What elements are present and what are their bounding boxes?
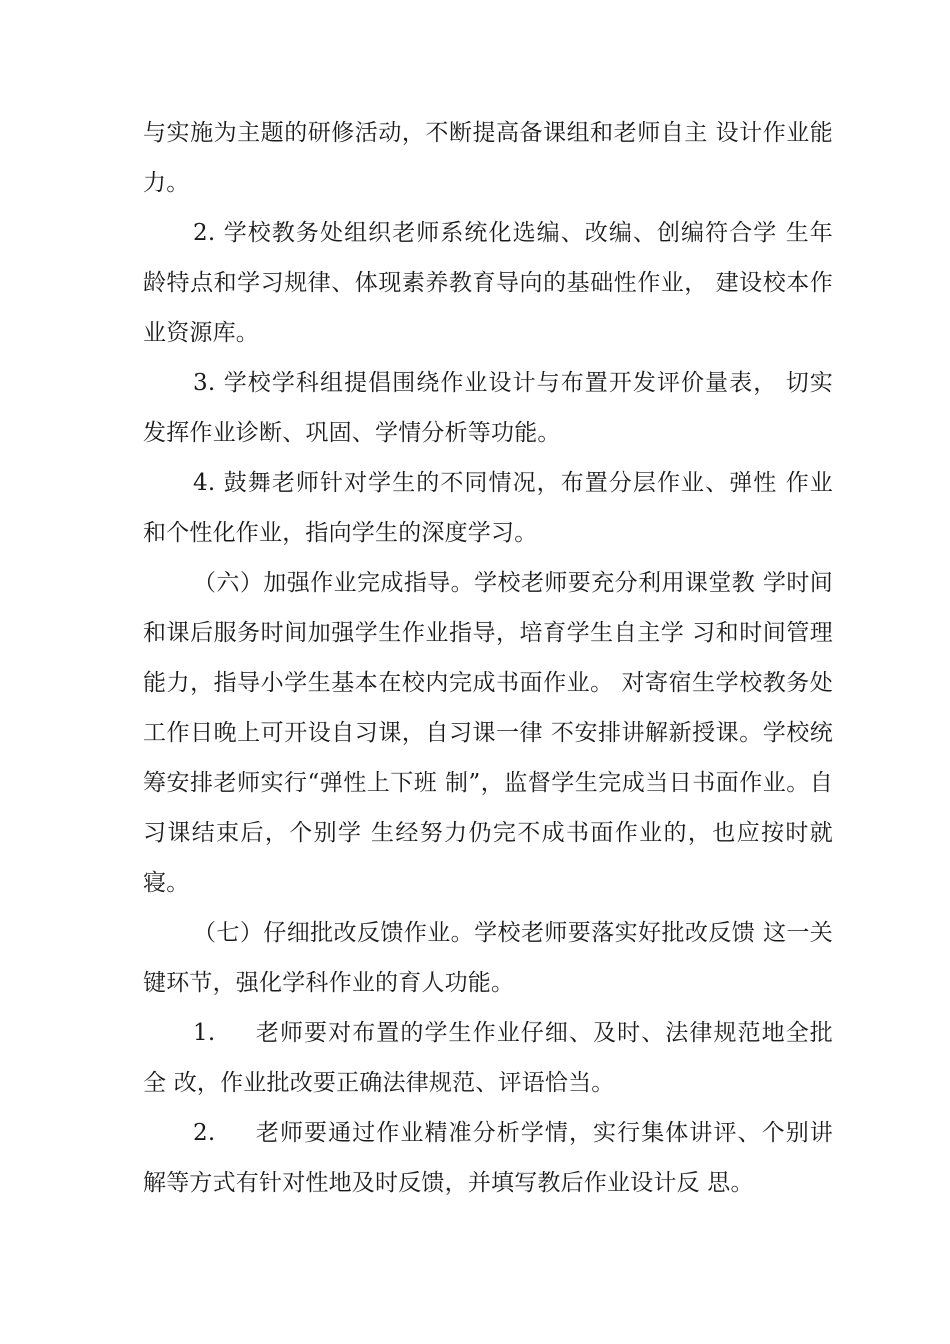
paragraph-6: [143, 1008, 833, 1108]
document-body: [143, 108, 833, 1208]
paragraph-2: [143, 358, 833, 458]
paragraph-text: （六）加强作业完成指导。学校老师要充分利用课堂教 学时间和课后服务时间加强学生作业指导，培育学生自主学 习和时间管理能力，指导小学生基本在校内完成书面作业。 对寄宿生学校教务处工作日晚上可开设自习课，自习课一律 不安排讲解新授课。学校统筹安排老师实行“弹性上下班 制”，监督学生完成当日书面作业。自习课结束后，个别学 生经努力仍完不成书面作业的，也应按时就寝。: [143, 570, 833, 896]
paragraph-text: 老师要对布置的学生作业仔细、及时、法律规范地全批全 改，作业批改要正确法律规范、评语恰当。: [143, 1020, 833, 1096]
paragraph-text: 2. 学校教务处组织老师系统化选编、改编、创编符合学 生年龄特点和学习规律、体现素养教育导向的基础性作业， 建设校本作业资源库。: [143, 220, 833, 346]
paragraph-text: 4. 鼓舞老师针对学生的不同情况，布置分层作业、弹性 作业和个性化作业，指向学生的深度学习。: [143, 470, 833, 546]
paragraph-4: [143, 558, 833, 908]
paragraph-3: [143, 458, 833, 558]
paragraph-1: [143, 208, 833, 358]
paragraph-text: 与实施为主题的研修活动，不断提高备课组和老师自主 设计作业能力。: [143, 120, 833, 196]
paragraph-5: [143, 908, 833, 1008]
paragraph-text: 3. 学校学科组提倡围绕作业设计与布置开发评价量表， 切实发挥作业诊断、巩固、学情分析等功能。: [143, 370, 833, 446]
paragraph-text: （七）仔细批改反馈作业。学校老师要落实好批改反馈 这一关键环节，强化学科作业的育人功能。: [143, 920, 833, 996]
list-number: 1.: [193, 1020, 216, 1046]
paragraph-7: [143, 1108, 833, 1208]
list-number: 2.: [193, 1120, 216, 1146]
paragraph-0: [143, 108, 833, 208]
paragraph-text: 老师要通过作业精准分析学情，实行集体讲评、个别讲解等方式有针对性地及时反馈，并填写教后作业设计反 思。: [143, 1120, 833, 1196]
